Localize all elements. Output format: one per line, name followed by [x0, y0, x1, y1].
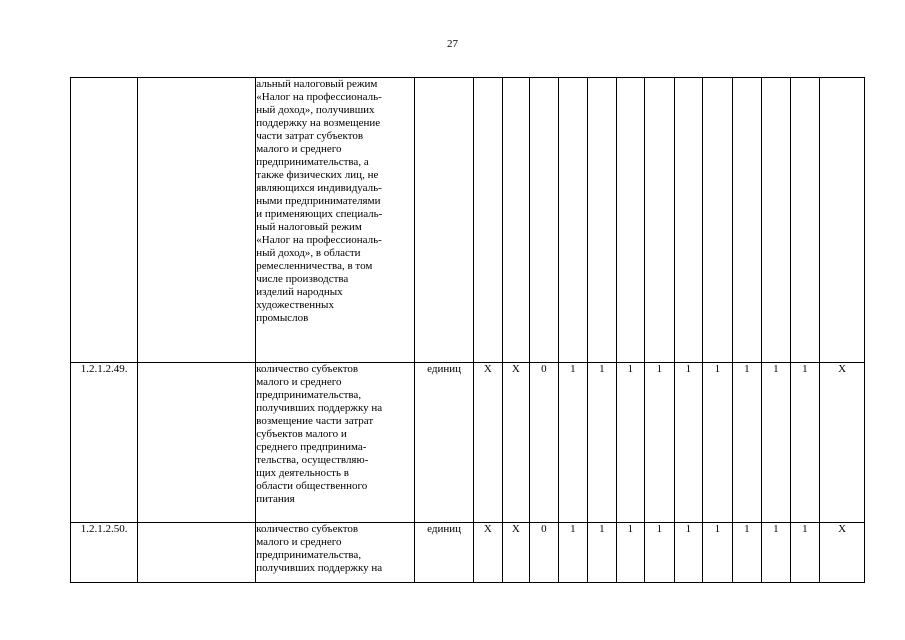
indicator-description [256, 78, 415, 363]
value-cell: 1 [732, 523, 762, 583]
description-line: ный доход», в области [256, 247, 361, 259]
value-cell: 1 [762, 523, 791, 583]
description-line: возмещение части затрат [256, 415, 374, 427]
description-line: малого и среднего [256, 376, 342, 388]
description-line: и применяющих специаль- [256, 208, 383, 220]
value-cell: Х [820, 363, 865, 523]
description-line: также физических лиц, не [256, 169, 379, 181]
value-cell [645, 78, 675, 363]
description-line: области общественного [256, 480, 368, 492]
value-cell [820, 78, 865, 363]
description-line: ными предпринимателями [256, 195, 381, 207]
description-line: являющихся индивидуаль- [256, 182, 382, 194]
value-cell: Х [820, 523, 865, 583]
row-number: 1.2.1.2.49. [71, 363, 138, 523]
description-line: предпринимательства, [256, 389, 362, 401]
value-cell: 0 [530, 523, 559, 583]
description-line: «Налог на профессиональ- [256, 91, 382, 103]
description-line: малого и среднего [256, 143, 342, 155]
description-line: питания [256, 493, 295, 505]
value-cell: 1 [703, 523, 733, 583]
value-cell [558, 78, 588, 363]
value-cell: 1 [616, 363, 645, 523]
indicator-description [256, 523, 415, 583]
description-line: тельства, осуществляю- [256, 454, 369, 466]
description-line: «Налог на профессиональ- [256, 234, 382, 246]
indicator-description [256, 363, 415, 523]
description-line: поддержку на возмещение [256, 117, 381, 129]
value-cell [616, 78, 645, 363]
value-cell [502, 78, 529, 363]
description-line: художественных [256, 299, 334, 311]
value-cell: 1 [645, 523, 675, 583]
description-line: малого и среднего [256, 536, 342, 548]
value-cell [732, 78, 762, 363]
value-cell: 1 [674, 523, 703, 583]
description-line: части затрат субъектов [256, 130, 364, 142]
value-cell: 1 [762, 363, 791, 523]
description-line: числе производства [256, 273, 349, 285]
description-line: получивших поддержку на [256, 562, 383, 574]
description-line: ремесленничества, в том [256, 260, 373, 272]
value-cell [674, 78, 703, 363]
value-cell [762, 78, 791, 363]
table-row [71, 363, 865, 523]
value-cell [703, 78, 733, 363]
description-line: количество субъектов [256, 523, 359, 535]
empty-cell [138, 78, 256, 363]
indicator-table [70, 77, 865, 583]
description-line: промыслов [256, 312, 309, 324]
value-cell: 1 [616, 523, 645, 583]
description-line: предпринимательства, [256, 549, 362, 561]
table-row [71, 78, 865, 363]
value-cell [530, 78, 559, 363]
empty-cell [138, 363, 256, 523]
value-cell: Х [474, 523, 503, 583]
description-line: среднего предпринима- [256, 441, 367, 453]
value-cell: 1 [588, 363, 617, 523]
description-line: изделий народных [256, 286, 343, 298]
row-number: 1.2.1.2.50. [71, 523, 138, 583]
description-line: альный налоговый режим [256, 78, 378, 90]
value-cell: 1 [790, 523, 820, 583]
description-line: ный доход», получивших [256, 104, 375, 116]
value-cell: 1 [588, 523, 617, 583]
description-line: количество субъектов [256, 363, 359, 375]
value-cell: 1 [703, 363, 733, 523]
unit-cell: единиц [415, 363, 474, 523]
value-cell: 0 [530, 363, 559, 523]
description-line: щих деятельность в [256, 467, 349, 479]
description-line: предпринимательства, а [256, 156, 369, 168]
value-cell [474, 78, 503, 363]
row-number [71, 78, 138, 363]
value-cell: 1 [558, 363, 588, 523]
unit-cell: единиц [415, 523, 474, 583]
description-line: ный налоговый режим [256, 221, 362, 233]
table-row [71, 523, 865, 583]
value-cell: Х [502, 523, 529, 583]
value-cell: 1 [790, 363, 820, 523]
value-cell [790, 78, 820, 363]
description-line: субъектов малого и [256, 428, 347, 440]
value-cell: 1 [558, 523, 588, 583]
value-cell: 1 [645, 363, 675, 523]
unit-cell [415, 78, 474, 363]
value-cell: Х [474, 363, 503, 523]
description-line: получивших поддержку на [256, 402, 383, 414]
page-number: 27 [447, 38, 458, 50]
value-cell: 1 [732, 363, 762, 523]
empty-cell [138, 523, 256, 583]
value-cell: Х [502, 363, 529, 523]
value-cell [588, 78, 617, 363]
value-cell: 1 [674, 363, 703, 523]
